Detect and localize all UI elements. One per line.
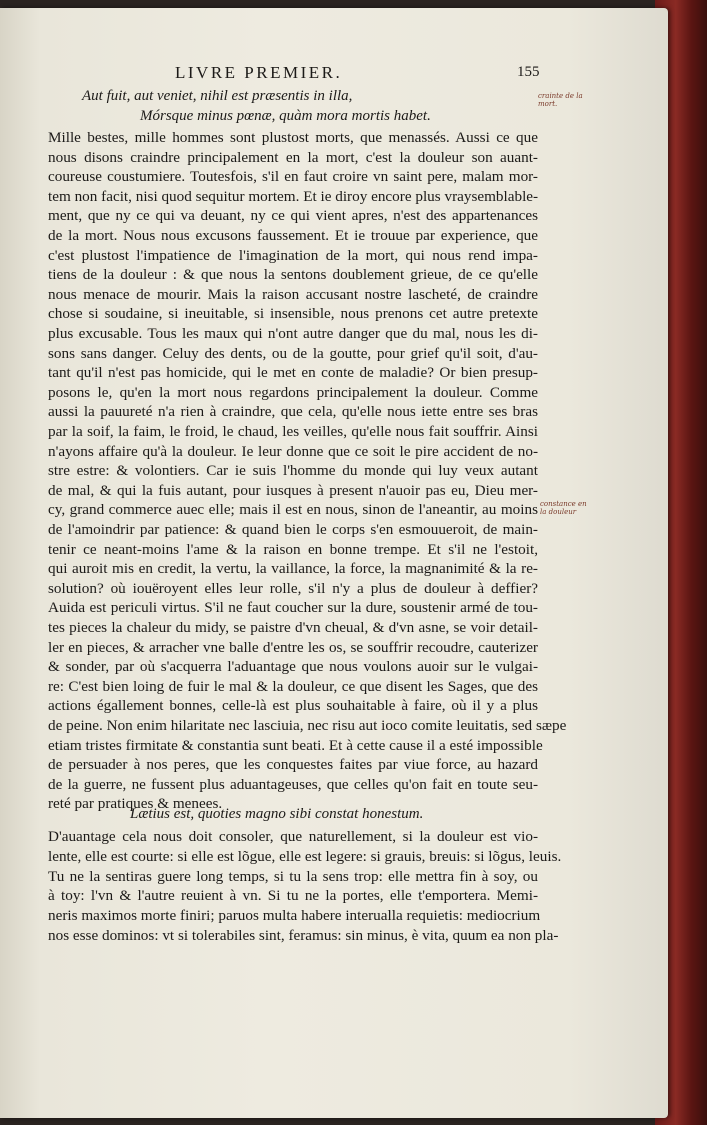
text-line: tenir ce neant-moins l'ame & la raison en bonne trempe. Et s'il ne l'estoit,	[48, 540, 538, 558]
text-line: de l'amoindrir par patience: & quand bien le corps s'en esmouueroit, de main-	[48, 521, 538, 538]
text-line: nous disons craindre principalement en la mort, c'est la douleur son auant-	[48, 148, 538, 166]
text-line: par la soif, la faim, le froid, le chaud, les veilles, qu'elle nous fait souffrir. Ainsi	[48, 423, 538, 440]
text-line: tes pieces la chaleur du midy, se paistre d'vn cheual, & d'vn asne, se voir detail-	[48, 619, 538, 636]
text-line: tem non facit, nisi quod sequitur mortem. Et ie diroy encore plus vraysemblable-	[48, 187, 539, 205]
text-line: sons sans danger. Celuy des dents, ou de la goutte, pour grief qu'il soit, d'au-	[48, 344, 538, 362]
text-line: actions égallement bonnes, celle-là est plus souhaitable à faire, où il y a plus	[48, 697, 538, 715]
text-line: ment, que ny ce qui va deuant, ny ce qui vient apres, n'est des appartenances	[48, 207, 538, 225]
text-line: plus excusable. Tous les maux qui n'ont autre danger que du mal, nous les di-	[48, 325, 538, 342]
opening-quote-line-2: Mórsque minus pœnæ, quàm mora mortis habet.	[140, 108, 431, 124]
text-line: lente, elle est courte: si elle est lõgue, elle est legere: si grauis, breuis: si lõgus, leuis.	[48, 847, 562, 865]
text-line: neris maximos morte finiri; paruos multa habere interualla requietis: mediocrium	[48, 907, 541, 925]
text-line: à toy: l'vn & l'autre reuient à vn. Si tu ne la portes, elle t'emportera. Memi-	[48, 887, 538, 905]
text-line: tiens de la douleur : & que nous la sentons doublement grieue, de ce qu'elle	[48, 266, 538, 284]
text-line: de la mort. Nous nous excusons faussement. Et ie trouue par experience, que	[48, 227, 538, 244]
text-line: re: C'est bien loing de fuir le mal & la douleur, ce que disent les Sages, que des	[48, 677, 538, 695]
text-line: coureuse coustumiere. Toutesfois, s'il en faut croire vn saint pere, malam mor-	[48, 168, 538, 186]
text-line: nous menace de mourir. Mais la raison accusant nostre lascheté, de craindre	[48, 285, 538, 303]
running-header-title: LIVRE PREMIER.	[175, 63, 343, 82]
text-line: de la guerre, ne fussent plus aduantageuses, que celles qu'on fait en toute seu-	[48, 775, 538, 793]
text-line: Mille bestes, mille hommes sont plustost morts, que menassés. Aussi ce que	[48, 129, 538, 146]
mid-quote: Lætius est, quoties magno sibi constat honestum.	[130, 806, 424, 822]
text-line: & sonder, par où s'acquerra l'aduantage que nous voulons auoir sur le vulgai-	[48, 658, 538, 676]
text-line: stre estre: & volontiers. Car ie suis l'homme du monde qui luy veux autant	[48, 462, 538, 480]
text-line: de peine. Non enim hilaritate nec lasciuia, nec risu aut ioco comite leuitatis, sed sæpe	[48, 717, 567, 734]
text-line: ler en pieces, & arracher vne balle d'entre les os, se souffrir recoudre, cauterizer	[48, 638, 538, 656]
text-line: c'est plustost l'impatience de l'imagination de la mort, qui nous rend impa-	[48, 246, 538, 264]
text-line: Tu ne la sentiras guere long temps, si tu la sens trop: elle mettra fin à soy, ou	[48, 867, 538, 885]
text-line: n'ayons affaire qu'à la douleur. Ie leur donne que ce soit le pire accident de no-	[48, 442, 538, 460]
text-line: D'auantage cela nous doit consoler, que naturellement, si la douleur est vio-	[48, 828, 538, 845]
text-line: chose si soudaine, si ineuitable, si insensible, nous prenons cet autre pretexte	[48, 305, 538, 323]
text-line: aussi la pauureté n'a rien à craindre, que cela, qu'elle nous iette entre ses bras	[48, 403, 538, 421]
text-line: posons le, qu'en la mort nous regardons principalement la douleur. Comme	[48, 383, 538, 401]
text-line: qui auroit mis en credit, la vertu, la vaillance, la force, la magnanimité & la re-	[48, 560, 538, 578]
page-number: 155	[517, 64, 540, 80]
text-line: nos esse dominos: vt si tolerabiles sint, feramus: sin minus, è vita, quum ea non pla-	[48, 927, 559, 944]
text-line: de mal, & qui la fuis autant, pour iusques à present n'auoir pas eu, Dieu mer-	[48, 481, 538, 499]
text-line: Auida est periculi virtus. S'il ne faut coucher sur la dure, soustenir armé de tou-	[48, 599, 538, 617]
opening-quote-line-1: Aut fuit, aut veniet, nihil est præsentis in illa,	[82, 88, 353, 104]
margin-note-middle: constance en la douleur	[540, 500, 587, 516]
text-line: solution? où iouëroyent elles leur rolle, s'il n'y a plus de douleur à deffier?	[48, 579, 538, 597]
margin-note-top: crainte de la mort.	[538, 92, 583, 108]
text-line: cy, grand commerce auec elle; mais il est en nous, sinon de l'aneantir, au moins	[48, 501, 538, 519]
text-line: etiam tristes firmitate & constantia sunt beati. Et à cette cause il a esté impossible	[48, 736, 543, 754]
text-line: tant qu'il n'est pas homicide, qui le met en conte de maladie? Or bien presup-	[48, 364, 538, 382]
text-line: de persuader à nos peres, que les conquestes faites par viue force, au hazard	[48, 756, 538, 774]
text-line: reté par pratiques & menees.	[48, 795, 223, 813]
